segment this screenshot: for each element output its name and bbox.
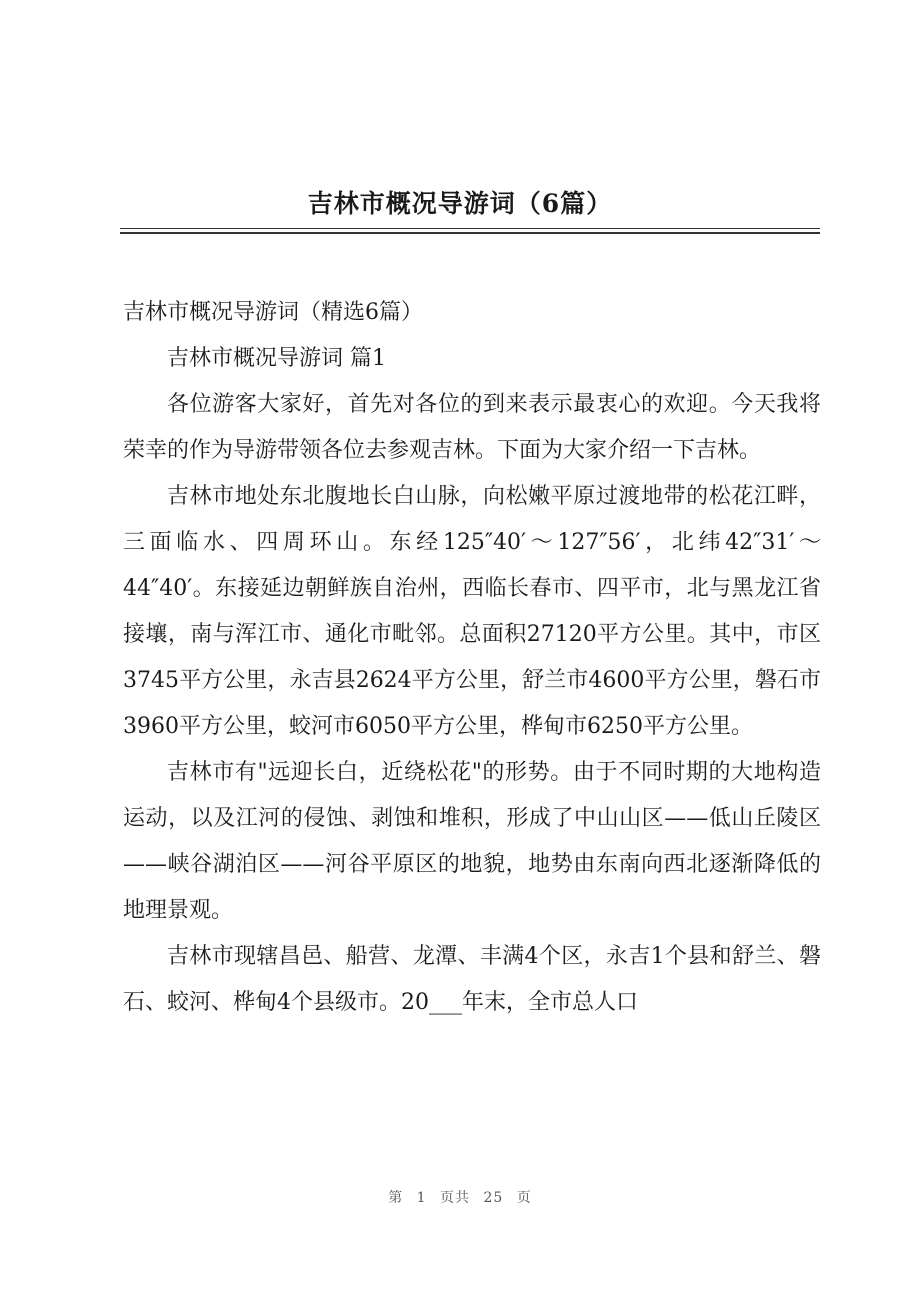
footer-prefix: 第 [388,1190,404,1206]
document-subtitle: 吉林市概况导游词（精选6篇） [123,300,423,325]
page-title: 吉林市概况导游词（6篇） [307,189,613,218]
paragraph: 吉林市地处东北腹地长白山脉，向松嫩平原过渡地带的松花江畔，三面临水、四周环山。东经125″40′～127″56′，北纬42″31′～44″40′。东接延边朝鲜族自治州，西临长春市、四平市，北与黑龙江省接壤，南与浑江市、通化市毗邻。总面积27120平方公里。其中，市区3745平方公里，永吉县2624平方公里，舒兰市4600平方公里，磐石市3960平方公里，蛟河市6050平方公里，桦甸市6250平方公里。 [123,484,821,739]
footer-total-pages: 25 [483,1190,504,1206]
paragraph: 吉林市有"远迎长白，近绕松花"的形势。由于不同时期的大地构造运动，以及江河的侵蚀、剥蚀和堆积，形成了中山山区——低山丘陵区——峡谷湖泊区——河谷平原区的地貌，地势由东南向西北逐渐降低的地理景观。 [123,760,821,923]
footer-middle: 页共 [440,1190,471,1206]
section-heading: 吉林市概况导游词 篇1 [167,346,386,371]
paragraph: 各位游客大家好，首先对各位的到来表示最衷心的欢迎。今天我将荣幸的作为导游带领各位去参观吉林。下面为大家介绍一下吉林。 [123,392,821,463]
footer-page-number: 1 [416,1190,427,1206]
footer-suffix: 页 [516,1190,532,1206]
page-footer [0,1187,920,1207]
document-body [123,290,821,1026]
title-double-rule [120,228,820,234]
paragraph: 吉林市现辖昌邑、船营、龙潭、丰满4个区，永吉1个县和舒兰、磐石、蛟河、桦甸4个县级市。20___年末，全市总人口 [123,944,821,1015]
